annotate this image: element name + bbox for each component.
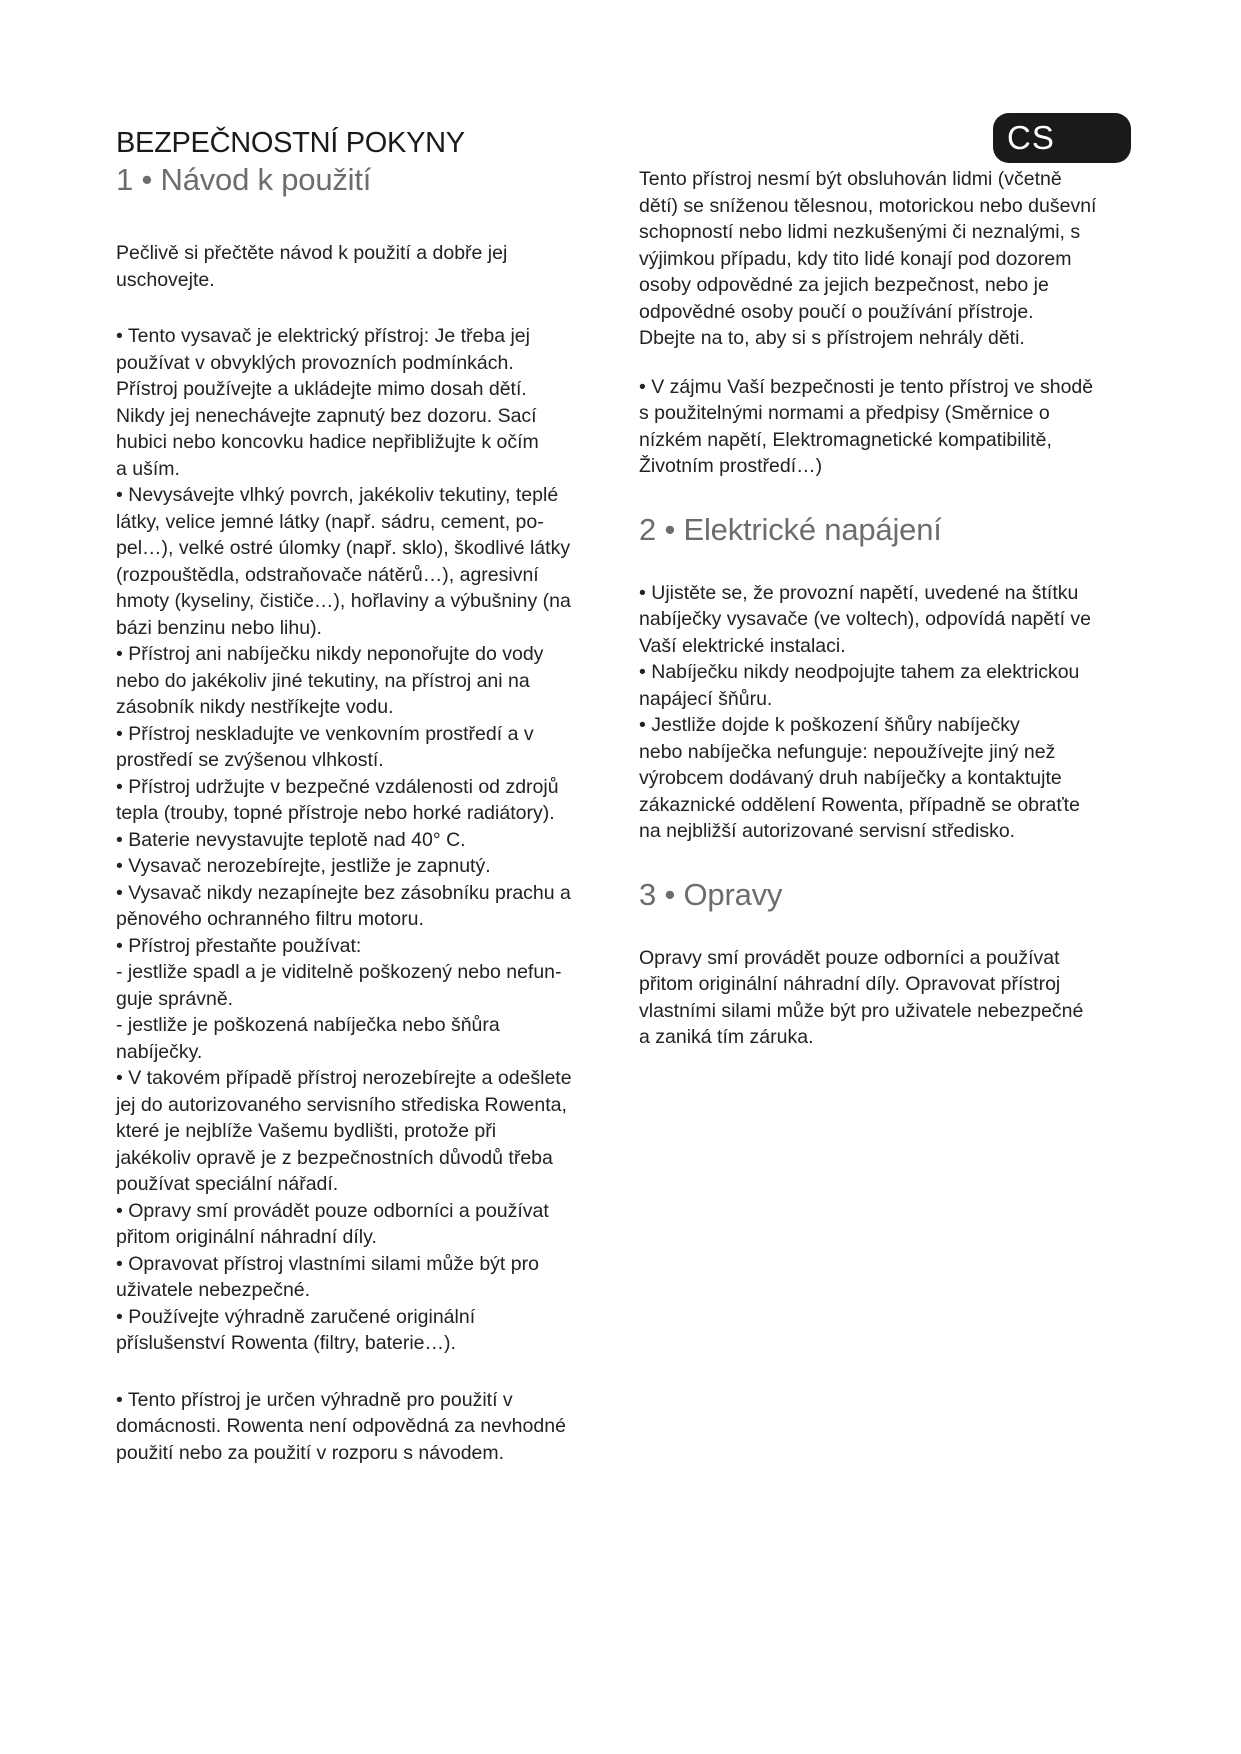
right-column [639, 166, 1133, 1051]
safety-rules-list: • Tento vysavač je elektrický přístroj: Je třeba jej používat v obvyklých provozních podmínkách. Přístroj používejte a ukládejte mimo dosah dětí. Nikdy jej nenechávejte zapnutý bez dozoru. Sací hubici nebo koncovku hadice nepřibližujte k očím a uším. • Nevysávejte vlhký povrch, jakékoliv tekutiny, teplé látky, velice jemné látky (např. sádru, cement, po- pel…), velké ostré úlomky (např. sklo), škodlivé látky (rozpouštědla, odstraňovače nátěrů…), agresivní hmoty (kyseliny, čističe…), hořlaviny a výbušniny (na bázi benzinu nebo lihu). • Přístroj ani nabíječku nikdy neponořujte do vody nebo do jakékoliv jiné tekutiny, na přístroj ani na zásobník nikdy nestříkejte vodu. • Přístroj neskladujte ve venkovním prostředí a v prostředí se zvýšenou vlhkostí. • Přístroj udržujte v bezpečné vzdálenosti od zdrojů tepla (trouby, topné přístroje nebo horké radiátory). • Baterie nevystavujte teplotě nad 40° C. • Vysavač nerozebírejte, jestliže je zapnutý. • Vysavač nikdy nezapínejte bez zásobníku prachu a pěnového ochranného filtru motoru. • Přístroj přestaňte používat: - jestliže spadl a je viditelně poškozený nebo nefun- guje správně. - jestliže je poškozená nabíječka nebo šňůra nabíječky. • V takovém případě přístroj nerozebírejte a odešlete jej do autorizovaného servisního střediska Rowenta, které je nejblíže Vašemu bydlišti, protože při jakékoliv opravě je z bezpečnostních důvodů třeba používat speciální nářadí. • Opravy smí provádět pouze odborníci a používat přitom originální náhradní díly. • Opravovat přístroj vlastními silami může být pro uživatele nebezpečné. • Používejte výhradně zaručené originální příslušenství Rowenta (filtry, baterie…). [116, 325, 572, 1354]
language-badge: CS [993, 113, 1131, 163]
section-3-heading: 3 • Opravy [639, 876, 783, 912]
compliance-paragraph: • V zájmu Vaší bezpečnosti je tento přístroj ve shodě s použitelnými normami a předpisy (Směrnice o nízkém napětí, Elektromagnetické kompatibilitě, Životním prostředí…) [639, 375, 1094, 477]
section-1-heading: 1 • Návod k použití [116, 162, 372, 197]
domestic-use-paragraph: • Tento přístroj je určen výhradně pro použití v domácnosti. Rowenta není odpovědná za nevhodné použití nebo za použití v rozporu s návodem. [116, 1388, 566, 1464]
left-column [116, 126, 612, 1466]
intro-paragraph: Pečlivě si přečtěte návod k použití a dobře jej uschovejte. [116, 242, 508, 291]
document-title: BEZPEČNOSTNÍ POKYNY [116, 127, 465, 159]
power-supply-paragraph: • Ujistěte se, že provozní napětí, uvedené na štítku nabíječky vysavače (ve voltech), odpovídá napětí ve Vaší elektrické instalaci. • Nabíječku nikdy neodpojujte tahem za elektrickou napájecí šňůru. • Jestliže dojde k poškození šňůry nabíječky nebo nabíječka nefunguje: nepoužívejte jiný než výrobcem dodávaný druh nabíječky a kontaktujte zákaznické oddělení Rowenta, případně se obraťte na nejbližší autorizované servisní středisko. [639, 581, 1092, 842]
section-2-heading: 2 • Elektrické napájení [639, 511, 942, 547]
supervision-paragraph: Tento přístroj nesmí být obsluhován lidmi (včetně dětí) se sníženou tělesnou, motorickou nebo duševní schopností nebo lidmi nezkušenými či neznalými, s výjimkou případu, kdy tito lidé konají pod dozorem osoby odpovědné za jejich bezpečnost, nebo je odpovědné osoby poučí o používání přístroje. Dbejte na to, aby si s přístrojem nehrály děti. [639, 168, 1097, 349]
repairs-paragraph: Opravy smí provádět pouze odborníci a používat přitom originální náhradní díly. Opravovat přístroj vlastními silami může být pro uživatele nebezpečné a zaniká tím záruka. [639, 946, 1084, 1048]
